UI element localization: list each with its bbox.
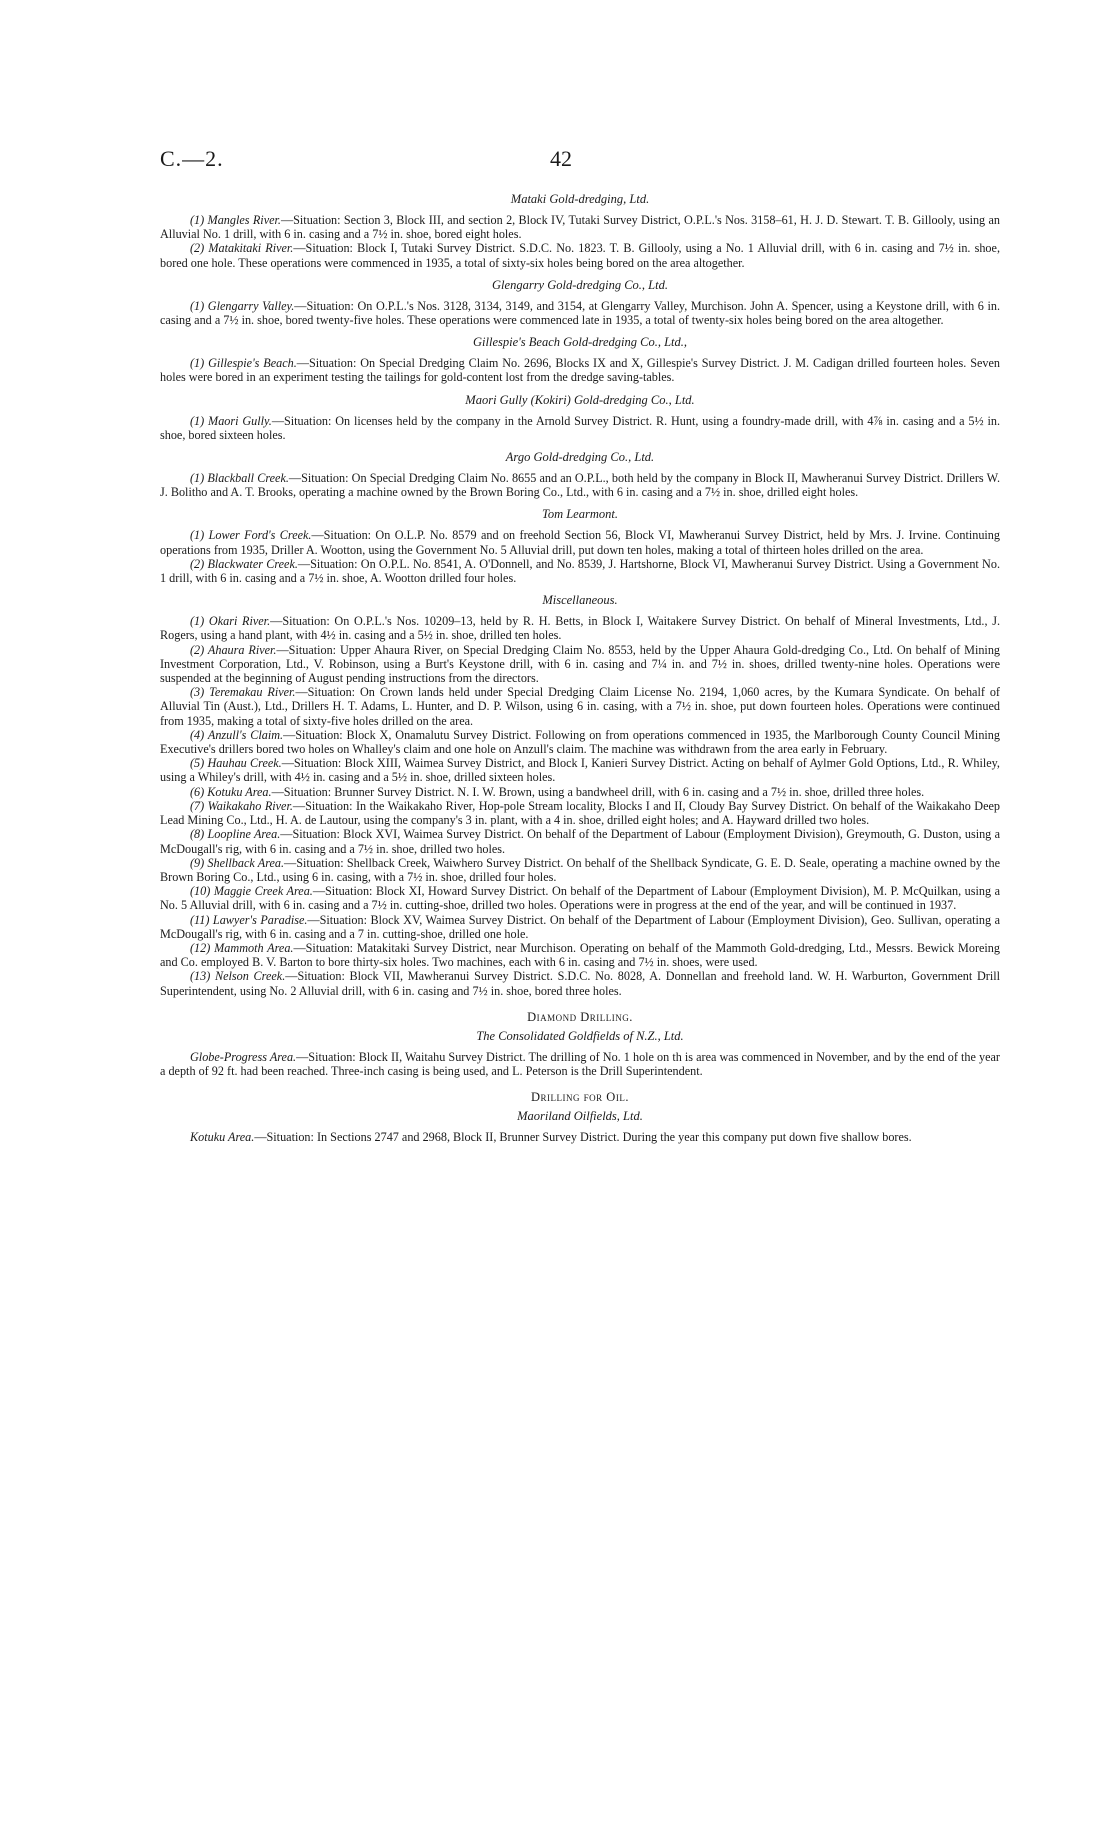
document-body (160, 192, 1000, 1144)
paragraph-text: —Situation: Block II, Waitahu Survey District. The drilling of No. 1 hole on th is area was commenced in November, and by the end of the year a depth of 92 ft. had been reached. Three-inch casing is being used, and L. Peterson is the Drill Superintendent. (160, 1049, 1000, 1078)
paragraph-lead: (4) Anzull's Claim. (190, 727, 284, 742)
paragraph (160, 213, 1000, 241)
company-heading: Argo Gold-dredging Co., Ltd. (505, 450, 655, 465)
paragraph (160, 241, 1000, 269)
paragraph-lead: (10) Maggie Creek Area. (190, 884, 313, 899)
paragraph-text: —Situation: On licenses held by the company in the Arnold Survey District. R. Hunt, using a foundry-made drill, with 4⅞ in. casing and a 5½ in. shoe, bored sixteen holes. (160, 413, 1000, 442)
company-heading: Mataki Gold-dredging, Ltd. (510, 192, 650, 206)
paragraph-text: —Situation: In Sections 2747 and 2968, Block II, Brunner Survey District. During the year this company put down five shallow bores. (254, 1130, 912, 1145)
report-reference: C.—2. (160, 146, 224, 171)
paragraph-lead: (1) Okari River. (190, 614, 271, 629)
paragraph-text: —Situation: Block X, Onamalutu Survey District. Following on from operations commenced in 1935, the Marlborough County Council Mining Executive's drillers bored two holes on Whalley's claim and one hole on Anzull's claim. The machine was withdrawn from the area early in February. (160, 727, 1000, 757)
paragraph (160, 913, 1000, 941)
paragraph-text: —Situation: Upper Ahaura River, on Special Dredging Claim No. 8553, held by the Upper Ahaura Gold-dredging Co., Ltd. On behalf of Mining Investment Corporation, Ltd., V. Robinson, using a Burt's Keystone drill, with 6 in. casing and 7¼ in. and 7½ in. shoes, drilled twenty-nine holes. Operations were suspended at the beginning of August pending instructions from the directors. (160, 642, 1001, 686)
paragraph-text: —Situation: Block XI, Howard Survey District. On behalf of the Department of Labour (Employment Division), M. P. McQuilkan, using a No. 5 Alluvial drill, with 6 in. casing and a 7½ in. cutting-shoe, drilled two holes. Operations were in progress at the end of the year, and will be continued in 1937. (160, 884, 1000, 913)
paragraph (160, 528, 1000, 556)
paragraph-text: —Situation: Block XVI, Waimea Survey District. On behalf of the Department of Labour (Employment Division), Greymouth, G. Duston, using a McDougall's rig, with 6 in. casing and a 7½ in. shoe, drilled two holes. (160, 827, 1000, 856)
company-heading: Maori Gully (Kokiri) Gold-dredging Co., Ltd. (465, 392, 695, 407)
section-title-diamond-drilling: Diamond Drilling. (527, 1009, 633, 1024)
paragraph-lead: (1) Mangles River. (190, 213, 281, 227)
paragraph-text: —Situation: Shellback Creek, Waiwhero Survey District. On behalf of the Shellback Syndicate, G. E. D. Seale, operating a machine owned by the Brown Boring Co., Ltd., using 6 in. casing, with a 7½ in. shoe, drilled four holes. (160, 855, 1001, 884)
paragraph-text: —Situation: On Special Dredging Claim No. 8655 and an O.P.L., both held by the company in Block II, Mawheranui Survey District. Drillers W. J. Bolitho and A. T. Brooks, operating a machine owned by the Brown Boring Co., Ltd., with 6 in. casing and a 7½ in. shoe, drilled eight holes. (160, 471, 1000, 500)
paragraph (160, 299, 1000, 327)
paragraph-lead: Globe-Progress Area. (190, 1049, 297, 1064)
paragraph-lead: (13) Nelson Creek. (190, 969, 286, 984)
paragraph-lead: (6) Kotuku Area. (190, 784, 272, 799)
paragraph (160, 728, 1000, 756)
paragraph (160, 785, 1000, 799)
paragraph-lead: (1) Maori Gully. (190, 413, 272, 428)
paragraph-text: —Situation: Matakitaki Survey District, near Murchison. Operating on behalf of the Mammoth Gold-dredging, Ltd., Messrs. Bewick Moreing and Co. employed B. V. Barton to bore thirty-six holes. Two machines, each with 6 in. casing and 7½ in. shoes, were used. (160, 940, 1000, 970)
paragraph (160, 969, 1000, 997)
paragraph-lead: (7) Waikakaho River. (190, 798, 293, 813)
paragraph-lead: (9) Shellback Area. (190, 855, 285, 870)
paragraph-text: —Situation: Brunner Survey District. N. I. W. Brown, using a bandwheel drill, with 6 in. casing and a 7½ in. shoe, drilled three holes. (271, 784, 925, 799)
paragraph-text: —Situation: On O.P.L.'s Nos. 3128, 3134, 3149, and 3154, at Glengarry Valley, Murchison. John A. Spencer, using a Keystone drill, with 6 in. casing and a 7½ in. shoe, bored twenty-five holes. These operations were commenced late in 1935, a total of twenty-six holes being bored on the area altogether. (160, 298, 1000, 328)
paragraph (160, 941, 1000, 969)
paragraph (160, 756, 1000, 784)
paragraph-lead: (3) Teremakau River. (190, 685, 296, 700)
paragraph-lead: (1) Lower Ford's Creek. (190, 528, 312, 543)
paragraph-text: —Situation: In the Waikakaho River, Hop-pole Stream locality, Blocks I and II, Cloudy Bay Survey District. On behalf of the Waikakaho Deep Lead Mining Co., Ltd., H. A. de Lautour, using the company's 3 in. plant, with a 4 in. shoe, drilled eight holes; and A. Hayward drilled two holes. (160, 798, 1000, 828)
paragraph-text: —Situation: Block XIII, Waimea Survey District, and Block I, Kanieri Survey District. Acting on behalf of Aylmer Gold Options, Ltd., R. Whiley, using a Whiley's drill, with 4½ in. casing and a 5½ in. shoe, drilled sixteen holes. (160, 756, 1000, 785)
company-heading: Miscellaneous. (542, 593, 618, 608)
paragraph-text: —Situation: On O.P.L. No. 8541, A. O'Donnell, and No. 8539, J. Hartshorne, Block VI, Mawheranui Survey District. Using a Government No. 1 drill, with 6 in. casing and a 7½ in. shoe, A. Wootton drilled four holes. (160, 556, 1000, 586)
paragraph (160, 356, 1000, 384)
paragraph-text: —Situation: On Special Dredging Claim No. 2696, Blocks IX and X, Gillespie's Survey District. J. M. Cadigan drilled fourteen holes. Seven holes were bored in an experiment testing the tailings for gold-content lost from the dredge saving-tables. (160, 356, 1000, 385)
paragraph-globe-progress (160, 1050, 1000, 1078)
paragraph-lead: (11) Lawyer's Paradise. (190, 912, 308, 927)
paragraph (160, 643, 1000, 686)
company-heading-maoriland: Maoriland Oilfields, Ltd. (517, 1109, 643, 1124)
paragraph (160, 414, 1000, 442)
paragraph-text: —Situation: On Crown lands held under Special Dredging Claim License No. 2194, 1,060 acres, by the Kumara Syndicate. On behalf of Alluvial Tin (Aust.), Ltd., Drillers H. T. Adams, L. Hunter, and D. P. Wilson, using 6 in. casing, with a 7½ in. shoe, put down fourteen holes. Operations were continued from 1935, making a total of sixty-five holes drilled on the area. (160, 685, 1000, 728)
paragraph-lead: (1) Blackball Creek. (190, 471, 289, 486)
page-number: 42 (550, 146, 572, 171)
paragraph-lead: (2) Blackwater Creek. (190, 556, 298, 571)
paragraph-lead: Kotuku Area. (190, 1130, 255, 1145)
paragraph (160, 471, 1000, 499)
company-heading: Gillespie's Beach Gold-dredging Co., Ltd., (473, 335, 687, 350)
paragraph-text: —Situation: Section 3, Block III, and section 2, Block IV, Tutaki Survey District, O.P.L.'s Nos. 3158–61, H. J. D. Stewart. T. B. Gillooly, using an Alluvial No. 1 drill, with 6 in. casing and a 7½ in. shoe, bored eight holes. (160, 213, 1000, 242)
company-heading: Glengarry Gold-dredging Co., Ltd. (492, 277, 668, 292)
paragraph-lead: (8) Loopline Area. (190, 827, 281, 842)
paragraph (160, 557, 1000, 585)
paragraph-lead: (1) Gillespie's Beach. (190, 356, 297, 371)
paragraph-lead: (2) Ahaura River. (190, 642, 277, 657)
appendix-sections (160, 1010, 1000, 1145)
paragraph (160, 827, 1000, 855)
paragraph (160, 856, 1000, 884)
paragraph-text: —Situation: Block XV, Waimea Survey District. On behalf of the Department of Labour (Employment Division), Geo. Sullivan, operating a McDougall's rig, with 6 in. casing and a 7 in. cutting-shoe, drilled one hole. (160, 912, 1000, 941)
company-heading-consolidated: The Consolidated Goldfields of N.Z., Ltd. (476, 1028, 684, 1043)
page-header (160, 146, 1000, 176)
paragraph (160, 884, 1000, 912)
paragraph-kotuku (160, 1130, 1000, 1144)
paragraph-text: —Situation: On O.L.P. No. 8579 and on freehold Section 56, Block VI, Mawheranui Survey District, held by Mrs. J. Irvine. Continuing operations from 1935, Driller A. Wootton, using the Government No. 5 Alluvial drill, put down ten holes, making a total of thirteen holes drilled on the area. (160, 528, 1000, 557)
paragraph-lead: (5) Hauhau Creek. (190, 756, 282, 771)
section-title-drilling-for-oil: Drilling for Oil. (531, 1090, 629, 1105)
paragraph (160, 614, 1000, 642)
paragraph (160, 799, 1000, 827)
company-heading: Tom Learmont. (542, 507, 618, 522)
paragraph-text: —Situation: Block VII, Mawheranui Survey District. S.D.C. No. 8028, A. Donnellan and freehold land. W. H. Warburton, Government Drill Superintendent, using No. 2 Alluvial drill, with 6 in. casing and 7½ in. shoe, bored three holes. (160, 969, 1000, 998)
paragraph-lead: (1) Glengarry Valley. (190, 298, 295, 313)
paragraph-text: —Situation: Block I, Tutaki Survey District. S.D.C. No. 1823. T. B. Gillooly, using a No. 1 Alluvial drill, with 6 in. casing and 7½ in. shoe, bored one hole. These operations were commenced in 1935, a total of sixty-six holes being bored on the area altogether. (160, 241, 1000, 270)
paragraph-text: —Situation: On O.P.L.'s Nos. 10209–13, held by R. H. Betts, in Block I, Waitakere Survey District. On behalf of Mineral Investments, Ltd., J. Rogers, using a hand plant, with 4½ in. casing and a 5½ in. shoe, drilled ten holes. (160, 614, 1000, 643)
paragraph-lead: (12) Mammoth Area. (190, 940, 294, 955)
paragraph-lead: (2) Matakitaki River. (190, 241, 294, 256)
paragraph (160, 685, 1000, 728)
